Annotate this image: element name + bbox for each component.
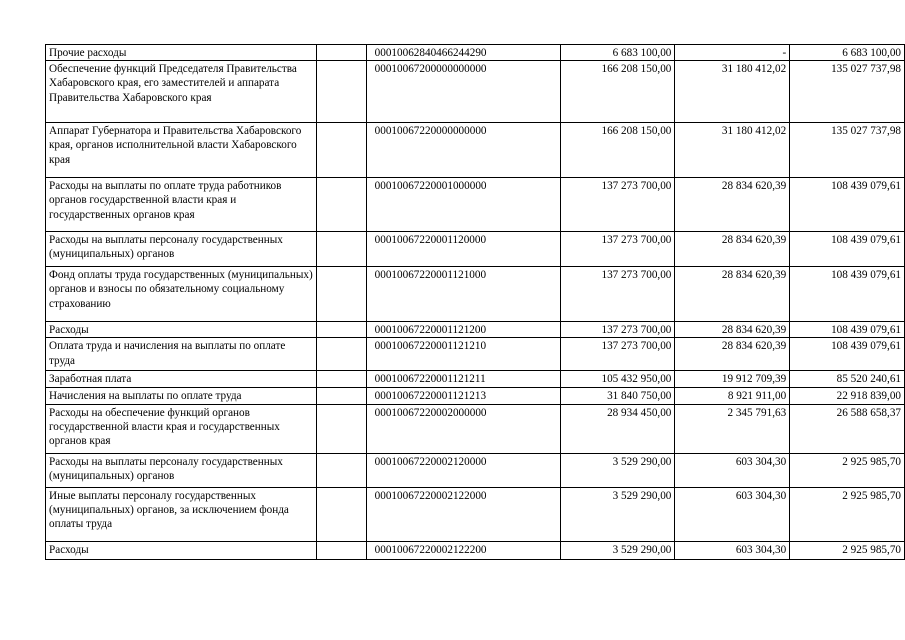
row-empty-cell <box>316 453 366 487</box>
table-row <box>46 267 905 322</box>
row-code: 00010067200000000000 <box>366 61 560 123</box>
row-name: Оплата труда и начисления на выплаты по оплате труда <box>46 338 317 371</box>
row-approved: 3 529 290,00 <box>560 453 675 487</box>
row-approved: 3 529 290,00 <box>560 541 675 559</box>
row-code: 00010067220002122200 <box>366 541 560 559</box>
row-code: 00010067220001121211 <box>366 371 560 387</box>
row-approved: 137 273 700,00 <box>560 178 675 232</box>
row-approved: 137 273 700,00 <box>560 267 675 322</box>
row-remaining: 2 925 985,70 <box>790 453 905 487</box>
row-empty-cell <box>316 45 366 61</box>
table-row <box>46 61 905 123</box>
row-executed: 603 304,30 <box>675 487 790 541</box>
row-executed: 28 834 620,39 <box>675 322 790 338</box>
row-empty-cell <box>316 267 366 322</box>
table-row <box>46 404 905 453</box>
table-row <box>46 487 905 541</box>
row-remaining: 108 439 079,61 <box>790 338 905 371</box>
row-code: 00010067220001120000 <box>366 232 560 267</box>
row-name: Расходы на выплаты персоналу государственных (муниципальных) органов <box>46 232 317 267</box>
row-name: Расходы на обеспечение функций органов государственной власти края и государственных органов края <box>46 404 317 453</box>
table-row <box>46 322 905 338</box>
row-remaining: 2 925 985,70 <box>790 541 905 559</box>
row-empty-cell <box>316 123 366 178</box>
row-approved: 137 273 700,00 <box>560 232 675 267</box>
row-approved: 31 840 750,00 <box>560 387 675 404</box>
row-executed: 31 180 412,02 <box>675 123 790 178</box>
row-name: Аппарат Губернатора и Правительства Хабаровского края, органов исполнительной власти Хабаровского края <box>46 123 317 178</box>
row-remaining: 85 520 240,61 <box>790 371 905 387</box>
row-code: 00010062840466244290 <box>366 45 560 61</box>
row-empty-cell <box>316 487 366 541</box>
row-code: 00010067220002120000 <box>366 453 560 487</box>
row-name: Расходы <box>46 541 317 559</box>
row-executed: 8 921 911,00 <box>675 387 790 404</box>
row-code: 00010067220001000000 <box>366 178 560 232</box>
row-name: Фонд оплаты труда государственных (муниципальных) органов и взносы по обязательному социальному страхованию <box>46 267 317 322</box>
row-executed: 603 304,30 <box>675 453 790 487</box>
row-executed: - <box>675 45 790 61</box>
row-name: Расходы на выплаты по оплате труда работников органов государственной власти края и государственных органов края <box>46 178 317 232</box>
row-executed: 2 345 791,63 <box>675 404 790 453</box>
row-name: Иные выплаты персоналу государственных (муниципальных) органов, за исключением фонда оплаты труда <box>46 487 317 541</box>
row-empty-cell <box>316 178 366 232</box>
row-executed: 28 834 620,39 <box>675 232 790 267</box>
row-approved: 137 273 700,00 <box>560 322 675 338</box>
row-approved: 3 529 290,00 <box>560 487 675 541</box>
row-approved: 137 273 700,00 <box>560 338 675 371</box>
table-row <box>46 123 905 178</box>
row-empty-cell <box>316 541 366 559</box>
row-name: Начисления на выплаты по оплате труда <box>46 387 317 404</box>
row-code: 00010067220001121213 <box>366 387 560 404</box>
table-row <box>46 453 905 487</box>
row-code: 00010067220001121000 <box>366 267 560 322</box>
row-empty-cell <box>316 322 366 338</box>
row-name: Расходы на выплаты персоналу государственных (муниципальных) органов <box>46 453 317 487</box>
row-code: 00010067220002122000 <box>366 487 560 541</box>
row-remaining: 108 439 079,61 <box>790 267 905 322</box>
row-remaining: 22 918 839,00 <box>790 387 905 404</box>
row-empty-cell <box>316 404 366 453</box>
row-executed: 28 834 620,39 <box>675 338 790 371</box>
row-remaining: 108 439 079,61 <box>790 232 905 267</box>
row-remaining: 108 439 079,61 <box>790 178 905 232</box>
row-code: 00010067220000000000 <box>366 123 560 178</box>
row-executed: 28 834 620,39 <box>675 267 790 322</box>
row-remaining: 135 027 737,98 <box>790 123 905 178</box>
row-remaining: 108 439 079,61 <box>790 322 905 338</box>
row-remaining: 2 925 985,70 <box>790 487 905 541</box>
row-approved: 166 208 150,00 <box>560 123 675 178</box>
row-approved: 6 683 100,00 <box>560 45 675 61</box>
row-code: 00010067220002000000 <box>366 404 560 453</box>
row-empty-cell <box>316 387 366 404</box>
table-row <box>46 387 905 404</box>
table-row <box>46 178 905 232</box>
row-empty-cell <box>316 61 366 123</box>
row-remaining: 6 683 100,00 <box>790 45 905 61</box>
row-code: 00010067220001121210 <box>366 338 560 371</box>
budget-execution-table <box>45 44 905 560</box>
row-remaining: 26 588 658,37 <box>790 404 905 453</box>
table-body <box>46 45 905 560</box>
row-empty-cell <box>316 232 366 267</box>
row-approved: 166 208 150,00 <box>560 61 675 123</box>
row-name: Обеспечение функций Председателя Правительства Хабаровского края, его заместителей и аппарата Правительства Хабаровского края <box>46 61 317 123</box>
row-name: Заработная плата <box>46 371 317 387</box>
row-empty-cell <box>316 338 366 371</box>
table-row <box>46 232 905 267</box>
row-executed: 603 304,30 <box>675 541 790 559</box>
row-approved: 28 934 450,00 <box>560 404 675 453</box>
table-row <box>46 371 905 387</box>
row-name: Расходы <box>46 322 317 338</box>
table-row <box>46 45 905 61</box>
row-empty-cell <box>316 371 366 387</box>
row-executed: 19 912 709,39 <box>675 371 790 387</box>
row-code: 00010067220001121200 <box>366 322 560 338</box>
row-approved: 105 432 950,00 <box>560 371 675 387</box>
row-executed: 28 834 620,39 <box>675 178 790 232</box>
row-executed: 31 180 412,02 <box>675 61 790 123</box>
row-name: Прочие расходы <box>46 45 317 61</box>
row-remaining: 135 027 737,98 <box>790 61 905 123</box>
table-row <box>46 338 905 371</box>
table-row <box>46 541 905 559</box>
